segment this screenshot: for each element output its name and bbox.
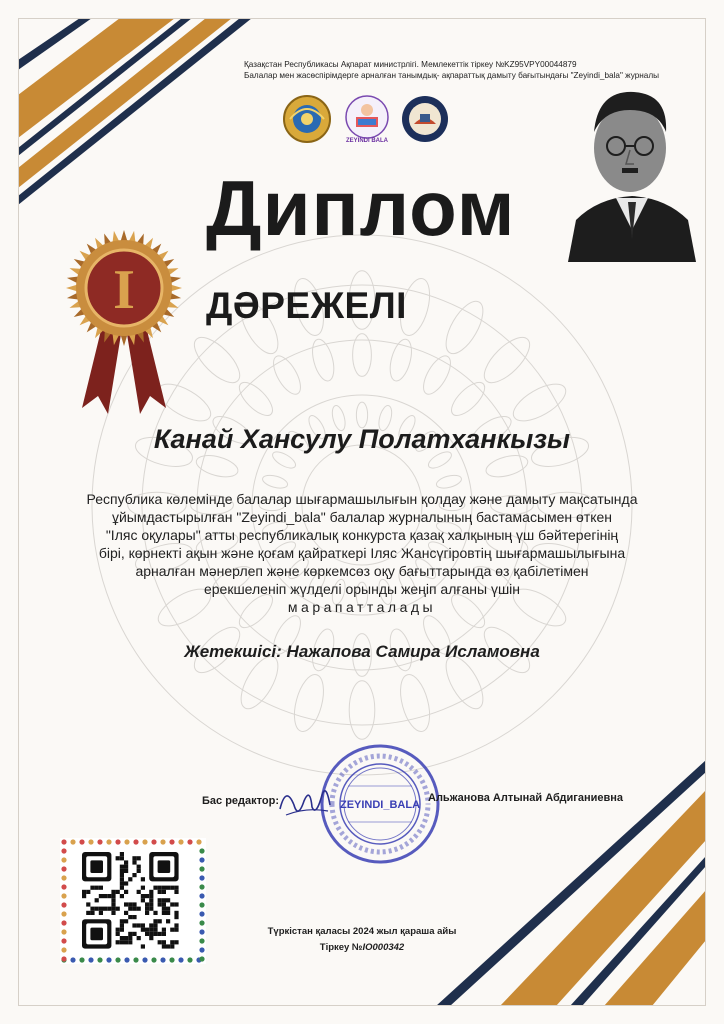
medal-numeral: I: [113, 259, 135, 321]
award-description: [62, 490, 662, 616]
header-line-1: Қазақстан Республикасы Ақпарат министрлігі. Мемлекеттік тіркеу №KZ95VPY00044879: [244, 60, 577, 69]
description-line-2: ұйымдастырылған "Zeyindi_bala" балалар журналының бастамасымен өткен: [111, 509, 613, 525]
zeyindi-bala-logo: [342, 94, 392, 144]
registration-label: Тіркеу №: [319, 942, 363, 953]
description-line-4: бірі, көрнекті ақын және қоғам қайраткері Іляс Жансүгіровтің шығармашылығына: [98, 545, 626, 561]
description-line-3: "Іляс оқулары" атты республикалық конкурста қазақ халқының үш бәйтерегінің: [105, 527, 619, 543]
official-stamp: [318, 742, 442, 866]
kazakhstan-emblem-logo: [282, 94, 332, 144]
mentor-line: Жетекшісі: Нажапова Самира Исламовна: [184, 642, 540, 661]
awarded-label: марапатталады: [287, 599, 437, 615]
header-text: [244, 59, 684, 81]
degree-label: ДӘРЕЖЕЛІ: [206, 285, 407, 326]
publisher-logo: [400, 94, 450, 144]
description-line-5: арналған мәнерлеп және көркемсөз оқу бағыттарында өз қабілетімен: [135, 563, 589, 579]
description-line-6: ерекшеленіп жүлделі орынды жеңіп алғаны үшін: [203, 581, 521, 597]
recipient-name: Канай Хансулу Полатханкызы: [153, 424, 571, 454]
editor-name: Альжанова Алтынай Абдиганиевна: [428, 792, 624, 804]
editor-label: Бас редактор:: [202, 795, 279, 807]
header-line-2: Балалар мен жасөспірімдерге арналған танымдық- ақпараттық дамыту бағытындағы "Zeyindi_bala" журналы: [244, 71, 660, 80]
editor-signature: [276, 775, 336, 825]
page-title: Диплом: [206, 164, 516, 252]
description-line-1: Республика көлемінде балалар шығармашылығын қолдау және дамыту мақсатында: [86, 491, 638, 507]
zeyindi-logo-caption: ZEYINDI BALA: [346, 138, 388, 144]
registration-line: [0, 942, 724, 953]
stamp-center-text: ZEYINDI_BALA: [339, 799, 421, 811]
registration-number: IO000342: [362, 942, 405, 953]
city-date-line: Түркістан қаласы 2024 жыл қараша айы: [267, 926, 457, 937]
portrait-image: [568, 80, 696, 262]
first-place-medal-icon: [64, 218, 184, 418]
